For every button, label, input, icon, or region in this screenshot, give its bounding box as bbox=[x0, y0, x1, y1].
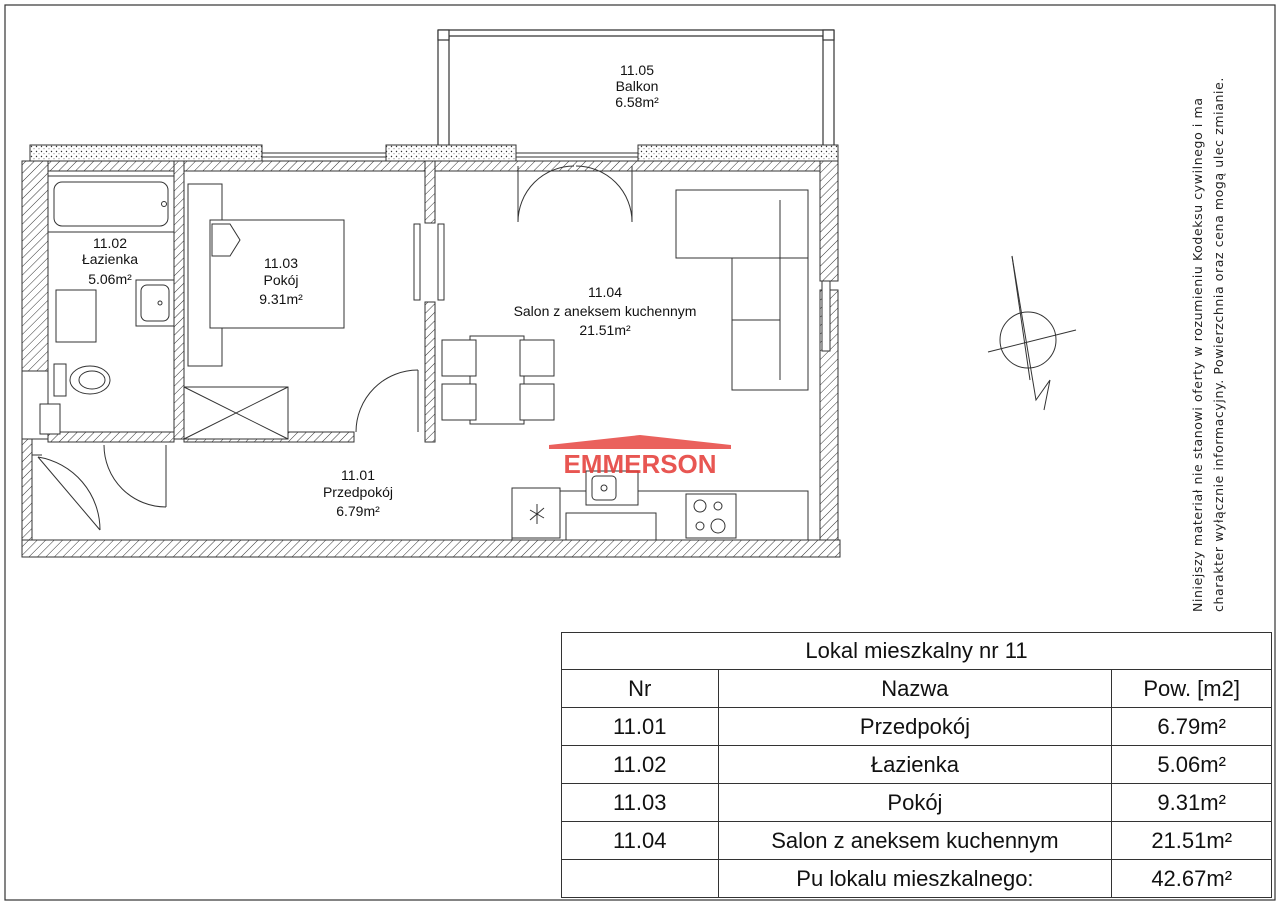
logo-text: EMMERSON bbox=[563, 449, 717, 477]
room-area: 9.31m² bbox=[259, 291, 303, 307]
room-name: Balkon bbox=[615, 78, 659, 94]
washing-machine bbox=[56, 290, 96, 342]
dining-table bbox=[442, 336, 554, 424]
room-number: 11.02 bbox=[93, 235, 127, 251]
cell-name: Przedpokój bbox=[718, 708, 1112, 746]
table-row bbox=[562, 746, 1272, 784]
room-number: 11.03 bbox=[264, 255, 298, 271]
room-area: 5.06m² bbox=[88, 271, 132, 287]
table-total-row bbox=[562, 860, 1272, 898]
disclaimer-line: charakter wyłącznie informacyjny. Powierzchnia oraz cena mogą ulec zmianie. bbox=[1211, 77, 1226, 612]
cell-empty bbox=[562, 860, 719, 898]
room-area: 6.58m² bbox=[615, 94, 659, 110]
room-name: Przedpokój bbox=[322, 484, 394, 500]
toilet bbox=[54, 364, 110, 396]
kitchen-counter bbox=[512, 471, 808, 540]
cell-area: 5.06m² bbox=[1112, 746, 1272, 784]
cell-nr: 11.01 bbox=[562, 708, 719, 746]
header-area: Pow. [m2] bbox=[1112, 670, 1272, 708]
north-arrow-icon bbox=[988, 256, 1076, 410]
cell-nr: 11.02 bbox=[562, 746, 719, 784]
header-name: Nazwa bbox=[718, 670, 1112, 708]
room-name: Łazienka bbox=[81, 251, 139, 267]
cell-name: Salon z aneksem kuchennym bbox=[718, 822, 1112, 860]
room-name: Salon z aneksem kuchennym bbox=[513, 303, 697, 319]
table-title: Lokal mieszkalny nr 11 bbox=[562, 633, 1272, 670]
cell-name: Pokój bbox=[718, 784, 1112, 822]
bathtub bbox=[48, 176, 174, 232]
room-area: 21.51m² bbox=[579, 322, 631, 338]
shaft bbox=[40, 404, 60, 434]
cell-nr: 11.04 bbox=[562, 822, 719, 860]
corner-sofa bbox=[676, 190, 808, 390]
room-number: 11.05 bbox=[620, 62, 654, 78]
company-logo bbox=[545, 431, 735, 477]
cell-area: 9.31m² bbox=[1112, 784, 1272, 822]
table-header-row bbox=[562, 670, 1272, 708]
washbasin bbox=[136, 280, 174, 326]
room-name: Pokój bbox=[263, 272, 299, 288]
cell-nr: 11.03 bbox=[562, 784, 719, 822]
table-row bbox=[562, 708, 1272, 746]
table-row bbox=[562, 822, 1272, 860]
total-label: Pu lokalu mieszkalnego: bbox=[718, 860, 1112, 898]
area-summary-table bbox=[561, 632, 1272, 898]
cell-name: Łazienka bbox=[718, 746, 1112, 784]
table-row bbox=[562, 784, 1272, 822]
cell-area: 6.79m² bbox=[1112, 708, 1272, 746]
header-nr: Nr bbox=[562, 670, 719, 708]
cell-area: 21.51m² bbox=[1112, 822, 1272, 860]
disclaimer-line: Niniejszy materiał nie stanowi oferty w rozumieniu Kodeksu cywilnego i ma bbox=[1190, 97, 1205, 612]
disclaimer bbox=[1187, 32, 1229, 612]
room-number: 11.01 bbox=[341, 467, 375, 483]
room-area: 6.79m² bbox=[336, 503, 380, 519]
top-wall bbox=[30, 145, 838, 161]
room-number: 11.04 bbox=[588, 284, 622, 300]
total-area: 42.67m² bbox=[1112, 860, 1272, 898]
